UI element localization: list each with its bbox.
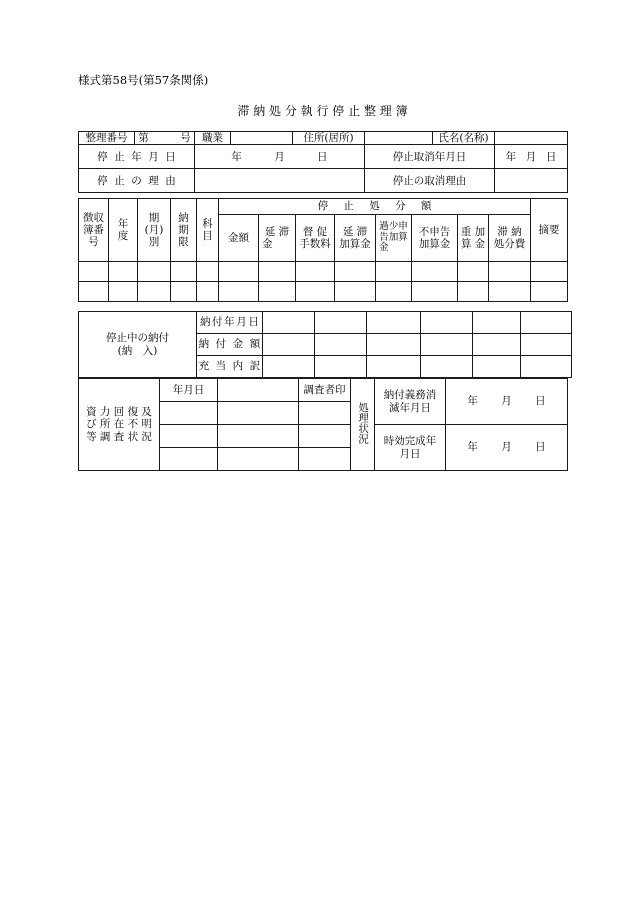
cell-taino-shobunhi[interactable] <box>489 282 531 302</box>
cell-nendo[interactable] <box>109 282 138 302</box>
cell-nengappi[interactable] <box>160 402 218 425</box>
cell-chosasha-in[interactable] <box>299 402 351 425</box>
cell-entaikin[interactable] <box>259 262 296 282</box>
cell-kashoshinkoku-kasankin[interactable] <box>376 262 412 282</box>
row-label-juto-uchiwake: 充 当 内 訳 <box>197 356 263 378</box>
cell-tokusoku-tesuryo[interactable] <box>296 282 335 302</box>
col-header-blank <box>218 379 299 402</box>
nofu-gimu-shometsu-date[interactable] <box>446 379 568 425</box>
seiri-bango-value[interactable]: 第 号 <box>135 132 195 145</box>
table-row <box>79 282 568 302</box>
cell-chosasha-in[interactable] <box>299 448 351 471</box>
jusho-label: 住所(居所) <box>293 132 365 145</box>
year-unit: 年 <box>505 150 517 163</box>
table-row <box>79 379 568 402</box>
identity-table <box>78 131 568 193</box>
shimei-label: 氏名(名称) <box>433 132 495 145</box>
cell-choshubo-bango[interactable] <box>79 262 109 282</box>
day-unit: 日 <box>317 150 328 163</box>
col-header-tekiyo: 摘要 <box>531 199 568 262</box>
teishi-date-value[interactable] <box>195 145 365 169</box>
jusho-value[interactable] <box>365 132 433 145</box>
cell-nofu-nengappi[interactable] <box>262 312 314 334</box>
cell-investigation-note[interactable] <box>218 448 299 471</box>
col-header-nokigen: 納 期 限 <box>171 199 197 262</box>
cell-ki-tsuki-betsu[interactable] <box>138 282 171 302</box>
row-label-nofu-kingaku: 納 付 金 額 <box>197 334 263 356</box>
teishi-riyu-value[interactable] <box>195 169 365 193</box>
cell-nofu-kingaku[interactable] <box>420 334 472 356</box>
cell-jukasankin[interactable] <box>458 262 489 282</box>
cell-kamoku[interactable] <box>197 282 219 302</box>
day-unit: 日 <box>545 150 557 163</box>
shokugyo-value[interactable] <box>231 132 293 145</box>
teishi-riyu-label: 停 止 の 理 由 <box>79 169 195 193</box>
cell-juto-uchiwake[interactable] <box>314 356 366 378</box>
jiko-kansei-label: 時効完成年 月日 <box>375 425 446 471</box>
cell-nokigen[interactable] <box>171 262 197 282</box>
cell-kingaku[interactable] <box>219 282 259 302</box>
cell-nofu-kingaku[interactable] <box>262 334 314 356</box>
col-header-kashoshinkoku-kasankin: 過少申 告加算 金 <box>376 215 412 262</box>
torikeshi-date-label: 停止取消年月日 <box>365 145 495 169</box>
cell-taino-shobunhi[interactable] <box>489 262 531 282</box>
col-header-entai-kasankin: 延 滞 加算金 <box>335 215 376 262</box>
cell-jukasankin[interactable] <box>458 282 489 302</box>
torikeshi-date-value[interactable] <box>495 145 568 169</box>
year-unit: 年 <box>231 150 242 163</box>
month-unit: 月 <box>501 441 512 454</box>
cell-nofu-nengappi[interactable] <box>366 312 420 334</box>
table-row <box>79 145 568 169</box>
nofu-gimu-shometsu-label: 納付義務消 滅年月日 <box>375 379 446 425</box>
col-header-kamoku: 科 目 <box>197 199 219 262</box>
col-header-kingaku: 金額 <box>219 215 259 262</box>
cell-nokigen[interactable] <box>171 282 197 302</box>
shimei-value[interactable] <box>495 132 568 145</box>
row-label-nofu-nengappi: 納付年月日 <box>197 312 263 334</box>
year-unit: 年 <box>467 441 478 454</box>
payments-section-label: 停止中の納付 (納 入) <box>79 312 197 378</box>
cell-entaikin[interactable] <box>259 282 296 302</box>
month-unit: 月 <box>501 395 512 408</box>
table-row <box>79 262 568 282</box>
year-unit: 年 <box>467 395 478 408</box>
col-header-fushinkoku-kasankin: 不申告 加算金 <box>412 215 458 262</box>
col-header-nendo: 年 度 <box>109 199 138 262</box>
col-header-chosasha-in: 調査者印 <box>299 379 351 402</box>
cell-investigation-note[interactable] <box>218 425 299 448</box>
amounts-group-header: 停 止 処 分 額 <box>219 199 531 215</box>
col-header-ki-tsuki-betsu: 期 (月) 別 <box>138 199 171 262</box>
day-unit: 日 <box>535 441 546 454</box>
day-unit: 日 <box>535 395 546 408</box>
shokugyo-label: 職業 <box>195 132 231 145</box>
cell-juto-uchiwake[interactable] <box>520 356 571 378</box>
cell-juto-uchiwake[interactable] <box>420 356 472 378</box>
cell-entai-kasankin[interactable] <box>335 282 376 302</box>
col-header-entaikin: 延 滞 金 <box>259 215 296 262</box>
cell-nofu-nengappi[interactable] <box>472 312 520 334</box>
col-header-nengappi: 年月日 <box>160 379 218 402</box>
investigation-section-label: 資 力 回 復 及 び 所 在 不 明 等 調 査 状 況 <box>79 379 160 471</box>
cell-tokusoku-tesuryo[interactable] <box>296 262 335 282</box>
cell-nofu-kingaku[interactable] <box>472 334 520 356</box>
cell-nofu-kingaku[interactable] <box>366 334 420 356</box>
cell-nengappi[interactable] <box>160 425 218 448</box>
jiko-kansei-date[interactable] <box>446 425 568 471</box>
table-row <box>79 132 568 145</box>
cell-tekiyo[interactable] <box>531 262 568 282</box>
col-header-tokusoku-tesuryo: 督 促 手数料 <box>296 215 335 262</box>
cell-juto-uchiwake[interactable] <box>262 356 314 378</box>
cell-nengappi[interactable] <box>160 448 218 471</box>
col-header-jukasankin: 重 加 算 金 <box>458 215 489 262</box>
cell-ki-tsuki-betsu[interactable] <box>138 262 171 282</box>
payments-table <box>78 311 572 378</box>
cell-entai-kasankin[interactable] <box>335 262 376 282</box>
cell-fushinkoku-kasankin[interactable] <box>412 282 458 302</box>
table-row <box>79 312 572 334</box>
cell-nendo[interactable] <box>109 262 138 282</box>
investigation-table <box>78 378 568 471</box>
col-header-choshubo-bango: 徴収 簿番 号 <box>79 199 109 262</box>
torikeshi-riyu-value[interactable] <box>495 169 568 193</box>
cell-juto-uchiwake[interactable] <box>472 356 520 378</box>
cell-choshubo-bango[interactable] <box>79 282 109 302</box>
cell-nofu-kingaku[interactable] <box>520 334 571 356</box>
cell-fushinkoku-kasankin[interactable] <box>412 262 458 282</box>
cell-investigation-note[interactable] <box>218 402 299 425</box>
table-row <box>79 199 568 215</box>
cell-juto-uchiwake[interactable] <box>366 356 420 378</box>
seiri-bango-label: 整理番号 <box>79 132 135 145</box>
cell-kashoshinkoku-kasankin[interactable] <box>376 282 412 302</box>
amounts-table <box>78 198 568 302</box>
cell-nofu-kingaku[interactable] <box>314 334 366 356</box>
month-unit: 月 <box>274 150 285 163</box>
cell-chosasha-in[interactable] <box>299 425 351 448</box>
table-row <box>79 169 568 193</box>
shori-jokyo-label: 処理状況 <box>351 379 375 471</box>
torikeshi-riyu-label: 停止の取消理由 <box>365 169 495 193</box>
cell-nofu-nengappi[interactable] <box>420 312 472 334</box>
cell-tekiyo[interactable] <box>531 282 568 302</box>
month-unit: 月 <box>525 150 537 163</box>
cell-nofu-nengappi[interactable] <box>520 312 571 334</box>
cell-nofu-nengappi[interactable] <box>314 312 366 334</box>
page-title: 滞 納 処 分 執 行 停 止 整 理 簿 <box>237 104 408 118</box>
cell-kingaku[interactable] <box>219 262 259 282</box>
cell-kamoku[interactable] <box>197 262 219 282</box>
col-header-taino-shobunhi: 滞 納 処分費 <box>489 215 531 262</box>
teishi-date-label: 停 止 年 月 日 <box>79 145 195 169</box>
form-code-label: 様式第58号(第57条関係) <box>78 73 209 87</box>
